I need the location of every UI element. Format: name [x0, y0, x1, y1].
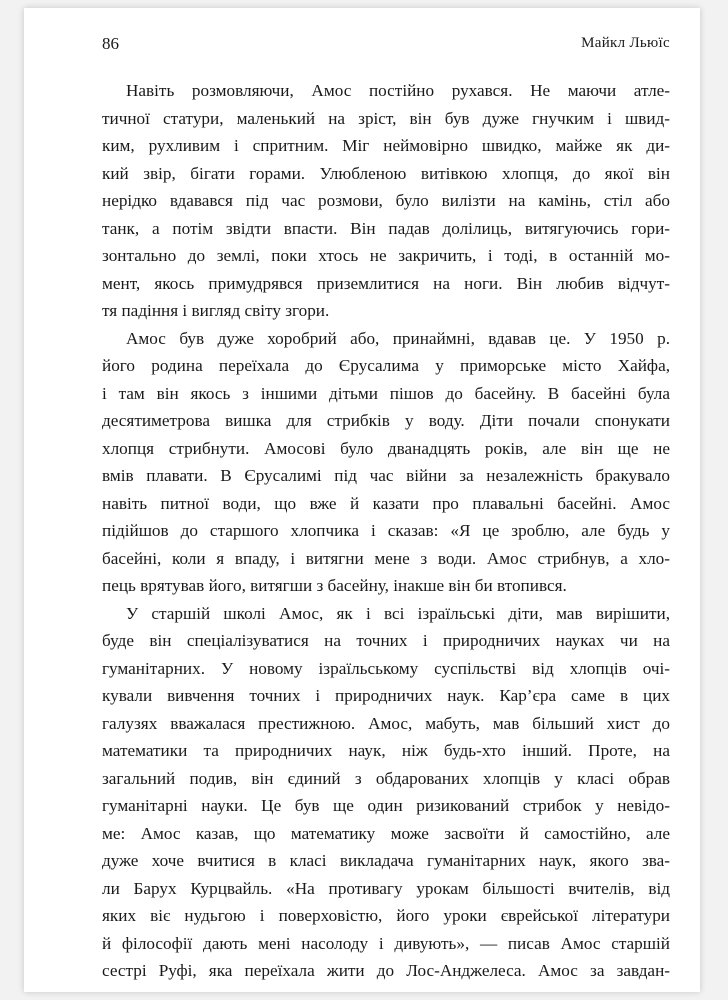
- page-number: 86: [102, 34, 119, 53]
- text-line: ким, рухливим і спритним. Міг неймовірно швидко, майже як ди-: [102, 136, 670, 155]
- text-line: кий звір, бігати горами. Улюбленою витівкою хлопця, до якої він: [102, 163, 670, 183]
- text-line: кували вивчення точних і природничих наук. Кар’єра саме в цих: [102, 686, 670, 705]
- paragraph: [102, 77, 670, 325]
- text-line: яких віє нудьгою і поверховістю, його уроки єврейської літератури: [102, 906, 670, 925]
- text-line: ли Барух Курцвайль. «На противагу урокам більшості вчителів, від: [102, 878, 670, 898]
- text-line: гуманітарних. У новому ізраїльському суспільстві від хлопців очі-: [102, 658, 670, 678]
- text-line: Амос був дуже хоробрий або, принаймні, вдавав це. У 1950 р.: [126, 328, 670, 348]
- text-line: басейні, коли я впаду, і витягни мене з води. Амос стрибнув, а хло-: [102, 548, 670, 568]
- page-header: [102, 34, 670, 58]
- text-line: навіть питної води, що вже й казати про плавальні басейні. Амос: [102, 493, 670, 513]
- text-line: танк, а потім звідти впасти. Він падав долілиць, витягуючись гори-: [102, 218, 670, 238]
- text-line: дуже хоче вчитися в класі викладача гуманітарних наук, якого зва-: [102, 851, 670, 870]
- body-text: [102, 77, 670, 985]
- paragraph: [102, 600, 670, 985]
- text-line: буде він спеціалізуватися на точних і природничих науках чи на: [102, 631, 670, 650]
- running-head-author: Майкл Льюїс: [581, 35, 670, 51]
- text-line: галузях вважалася престижною. Амос, мабуть, мав більший хист до: [102, 713, 670, 733]
- text-line: зонтально до землі, поки хтось не закричить, і тоді, в останній мо-: [102, 246, 670, 265]
- text-line: У старшій школі Амос, як і всі ізраїльські діти, мав вирішити,: [126, 603, 670, 623]
- book-page: [24, 8, 700, 992]
- text-line: сестрі Руфі, яка переїхала жити до Лос-Анджелеса. Амос за завдан-: [102, 961, 670, 980]
- text-line: Навіть розмовляючи, Амос постійно рухався. Не маючи атле-: [126, 81, 670, 100]
- text-line: мент, якось примудрявся приземлитися на ноги. Він любив відчут-: [102, 273, 670, 293]
- text-line: тичної статури, маленький на зріст, він був дуже гнучким і швид-: [102, 108, 670, 128]
- paragraph: [102, 325, 670, 600]
- text-line: пець врятував його, витягши з басейну, інакше він би втопився.: [102, 576, 567, 595]
- text-line: хлопця стрибнути. Амосові було дванадцять років, але він ще не: [102, 438, 670, 458]
- text-line: його родина переїхала до Єрусалима у приморське місто Хайфа,: [102, 356, 670, 375]
- text-line: й філософії дають мені насолоду і дивують», — писав Амос старшій: [102, 933, 670, 953]
- text-line: математики та природничих наук, ніж будь-хто інший. Проте, на: [102, 741, 670, 760]
- text-line: гуманітарні науки. Це був ще один ризикований стрибок у невідо-: [102, 796, 670, 815]
- text-line: десятиметрова вишка для стрибків у воду. Діти почали спонукати: [102, 411, 670, 430]
- text-line: загальний подив, він єдиний з обдарованих хлопців у класі обрав: [102, 768, 670, 788]
- text-line: і там він якось з іншими дітьми пішов до басейну. В басейні була: [102, 383, 670, 403]
- text-line: підійшов до старшого хлопчика і сказав: «Я це зроблю, але будь у: [102, 521, 670, 540]
- text-line: вмів плавати. В Єрусалимі під час війни за незалежність бракувало: [102, 466, 670, 485]
- text-line: нерідко вдавався під час розмови, було вилізти на камінь, стіл або: [102, 191, 670, 210]
- text-line: тя падіння і вигляд світу згори.: [102, 301, 330, 320]
- text-line: ме: Амос казав, що математику може засвоїти й самостійно, але: [102, 823, 670, 843]
